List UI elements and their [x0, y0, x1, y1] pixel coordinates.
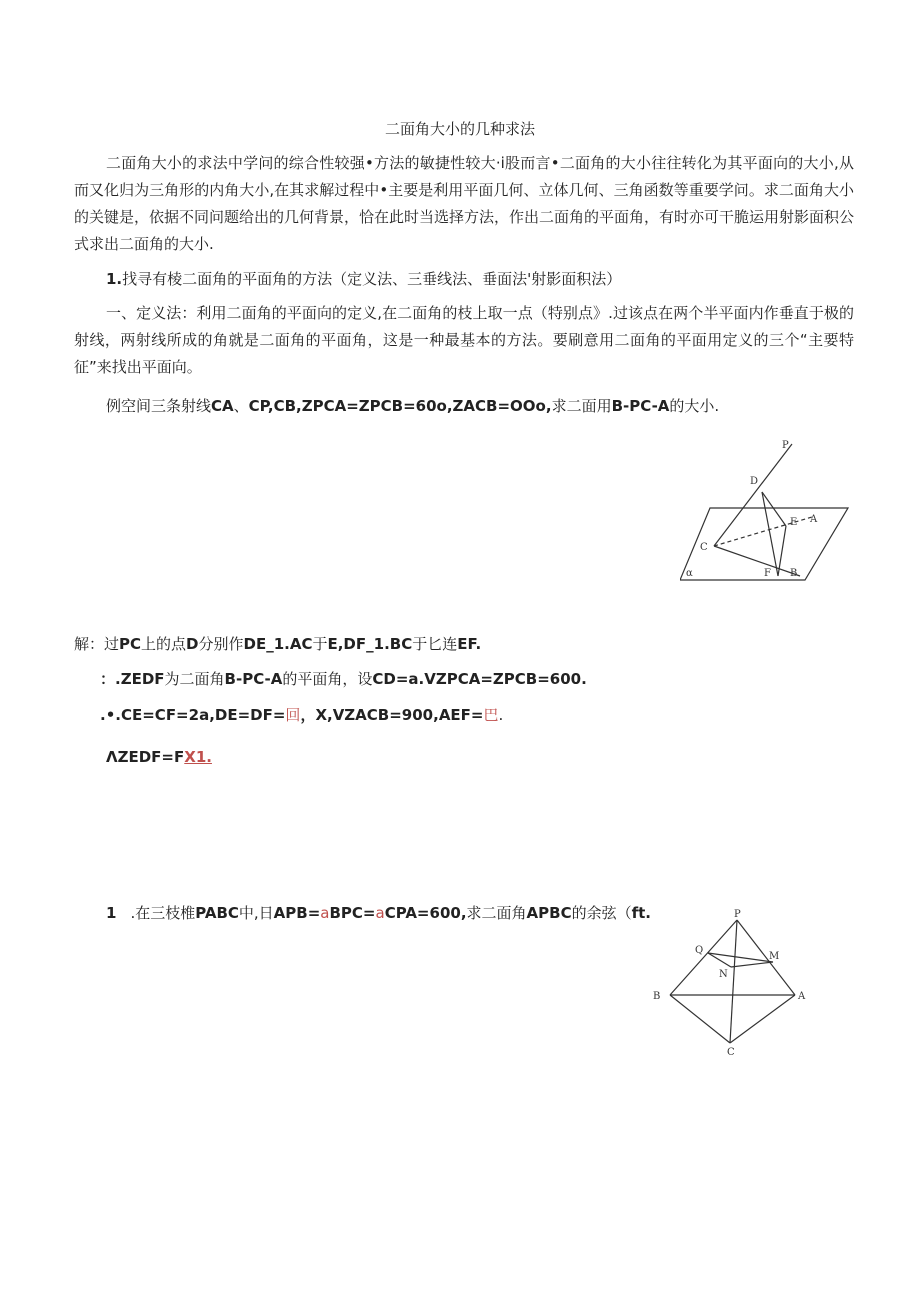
edge-ac	[730, 995, 795, 1043]
p1-e: a	[320, 904, 330, 922]
p1-num: 1	[106, 904, 117, 922]
ray-cp	[714, 444, 792, 546]
label-e: E	[790, 517, 798, 528]
section-number: 1.	[106, 270, 123, 288]
sol1-h: E,DF_1.BC	[327, 635, 413, 653]
sol2-d: 的平面角，设	[282, 670, 373, 688]
sol4-b: X1.	[184, 748, 212, 766]
label-f: F	[764, 568, 771, 579]
p1-c: 中,日	[238, 904, 274, 922]
sol1-i: 于匕连	[412, 635, 458, 653]
label-c2: C	[727, 1047, 735, 1055]
sol1-b: PC	[119, 635, 142, 653]
solution-line-4	[106, 748, 212, 766]
section-heading	[106, 268, 621, 289]
ray-cb	[714, 546, 800, 576]
label-p2: P	[734, 909, 741, 920]
example-conditions: CP,CB,ZPCA=ZPCB=60o,ZACB=OOo,	[248, 397, 552, 415]
p1-f: BPC=	[329, 904, 376, 922]
solution-line-2	[100, 668, 587, 689]
sol1-c: 上的点	[141, 635, 187, 653]
example-ray-ca: CA	[211, 397, 234, 415]
segment-ef	[778, 526, 786, 576]
sol3-image-placeholder-2: 巴	[483, 706, 499, 724]
solution-line-3	[100, 704, 503, 725]
p1-h: CPA=600,	[384, 904, 467, 922]
section-heading-text: 找寻有棱二面角的平面角的方法（定义法、三垂线法、垂面法'射影面积法）	[122, 270, 622, 288]
example-sep: 、	[233, 397, 249, 415]
label-a2: A	[798, 991, 806, 1002]
sol1-d: D	[186, 635, 199, 653]
figure-dihedral-angle	[680, 430, 860, 610]
p1-d: APB=	[273, 904, 321, 922]
label-p: P	[782, 440, 789, 451]
p1-k: 的余弦（	[571, 904, 632, 922]
page-title: 二面角大小的几种求法	[384, 120, 535, 138]
edge-bc	[670, 995, 730, 1043]
sol3-a: .•.CE=CF=2a,DE=DF=	[100, 706, 286, 724]
p1-l: ft.	[631, 904, 651, 922]
example-suffix: 的大小.	[669, 397, 720, 415]
p1-a: .在三枝椎	[130, 904, 196, 922]
label-alpha: α	[686, 568, 693, 579]
sol2-e: CD=a.VZPCA=ZPCB=600.	[372, 670, 587, 688]
sol2-c: B-PC-A	[224, 670, 283, 688]
sol2-b: 为二面角	[164, 670, 225, 688]
definition-method-paragraph: 一、定义法：利用二面角的平面向的定义,在二面角的枝上取一点（特别点》.过该点在两个半平面内作垂直于极的射线，两射线所成的角就是二面角的平面角，这是一种最基本的方法。要刷意用二面角的平面用定义的三个“主要特征”来找出平面向。	[74, 304, 854, 376]
label-b: B	[790, 568, 798, 579]
sol3-image-placeholder: 回	[285, 706, 301, 724]
label-c: C	[700, 542, 708, 553]
sol2-a: ：.ZEDF	[100, 670, 165, 688]
p1-j: APBC	[526, 904, 572, 922]
label-m: M	[769, 951, 780, 962]
intro-paragraph: 二面角大小的求法中学问的综合性较强•方法的敏捷性较大·i股而言•二面角的大小往往转化为其平面向的大小,从而又化归为三角形的内角大小,在其求解过程中•主要是利用平面几何、立体几何、三角函数等重要学问。求二面角大小的关键是，依据不同问题给出的几何背景，恰在此时当选择方法，作出二面角的平面角，有时亦可干脆运用射影面积公式求出二面角的大小.	[74, 154, 855, 253]
edge-pb	[670, 920, 737, 995]
problem-1	[106, 902, 651, 923]
figure-tetrahedron	[645, 905, 825, 1055]
label-q: Q	[695, 945, 704, 956]
label-n: N	[719, 969, 728, 980]
segment-nm	[731, 962, 773, 967]
edge-pc	[730, 920, 737, 1043]
sol3-c: ，X,VZACB=900,AEF=	[300, 706, 484, 724]
sol3-e: .	[498, 706, 504, 724]
p1-g: a	[375, 904, 385, 922]
p1-i: 求二面角	[466, 904, 527, 922]
example-ask: 求二面用	[551, 397, 612, 415]
example-dihedral: B-PC-A	[611, 397, 670, 415]
p1-b: PABC	[195, 904, 239, 922]
sol1-e: 分别作	[198, 635, 244, 653]
sol1-j: EF.	[457, 635, 482, 653]
sol1-a: 解：过	[74, 635, 120, 653]
sol4-a: ΛZEDF=F	[106, 748, 185, 766]
label-d: D	[750, 476, 759, 487]
solution-line-1	[74, 633, 481, 654]
example-prefix: 例空间三条射线	[106, 397, 212, 415]
example-statement	[106, 395, 719, 416]
edge-pa	[737, 920, 795, 995]
label-a: A	[810, 514, 818, 525]
sol1-g: 于	[312, 635, 328, 653]
sol1-f: DE_1.AC	[243, 635, 313, 653]
label-b2: B	[653, 991, 661, 1002]
